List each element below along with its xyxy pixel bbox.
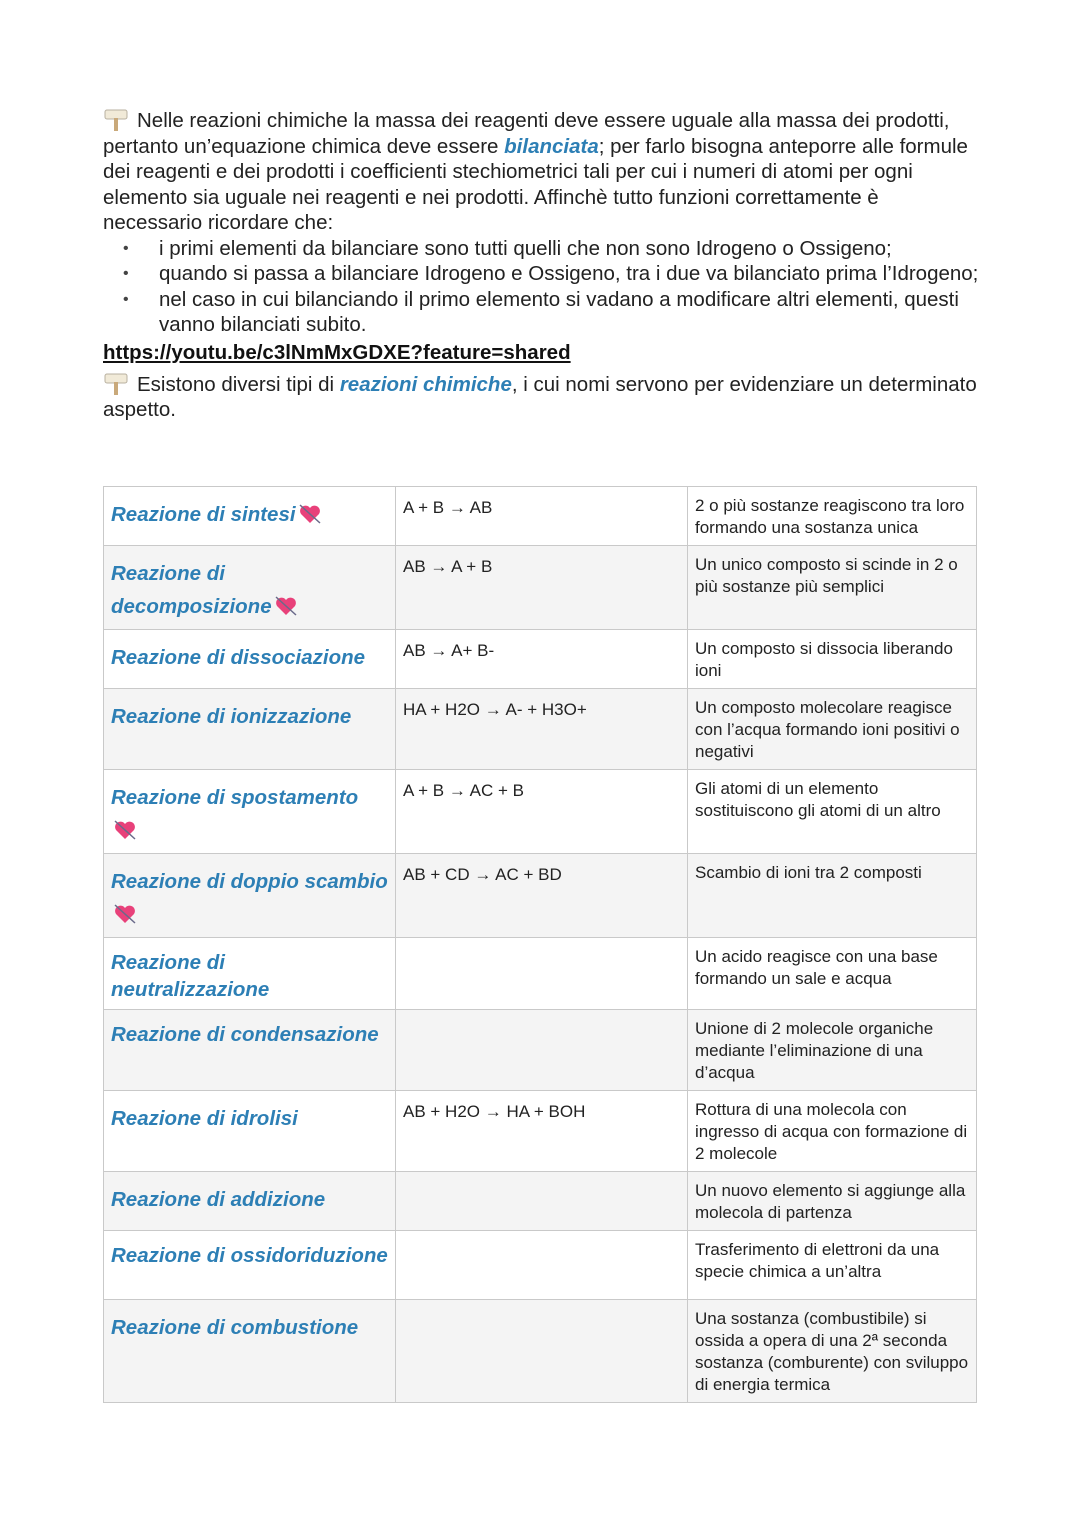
table-row <box>104 1231 977 1300</box>
bullet-icon: • <box>123 290 129 308</box>
reaction-description: Rottura di una molecola con ingresso di acqua con formazione di 2 molecole <box>688 1091 977 1172</box>
table-row <box>104 630 977 689</box>
reaction-equation: AB + H2O → HA + BOH <box>396 1091 688 1172</box>
list-item-text: nel caso in cui bilanciando il primo elemento si vadano a modificare altri elementi, questi vanno bilanciati subito. <box>159 287 959 336</box>
reaction-description: Un composto si dissocia liberando ioni <box>688 630 977 689</box>
reaction-name-cell <box>104 487 396 546</box>
pushpin-icon <box>103 372 129 396</box>
intro-section <box>103 108 983 423</box>
reaction-name: Reazione di doppio scambio <box>111 870 388 893</box>
reaction-description: 2 o più sostanze reagiscono tra loro formando una sostanza unica <box>688 487 977 546</box>
reaction-name-cell <box>104 770 396 854</box>
reaction-name: Reazione di spostamento <box>111 786 359 809</box>
table-row <box>104 1091 977 1172</box>
heart-arrow-icon <box>113 903 137 925</box>
reaction-name: Reazione di combustione <box>104 1300 396 1403</box>
table-row <box>104 1172 977 1231</box>
reaction-description: Una sostanza (combustibile) si ossida a opera di una 2ª seconda sostanza (comburente) con sviluppo di energia termica <box>688 1300 977 1403</box>
pushpin-icon <box>103 108 129 132</box>
reaction-description: Gli atomi di un elemento sostituiscono gli atomi di un altro <box>688 770 977 854</box>
reaction-description: Un acido reagisce con una base formando un sale e acqua <box>688 938 977 1010</box>
reaction-description: Un composto molecolare reagisce con l’acqua formando ioni positivi o negativi <box>688 689 977 770</box>
reaction-name: Reazione di ionizzazione <box>104 689 396 770</box>
reaction-description: Unione di 2 molecole organiche mediante l’eliminazione di una d’acqua <box>688 1010 977 1091</box>
paragraph-text: ; per farlo bisogna anteporre alle formule dei reagenti e dei prodotti i coefficienti stechiometrici tali per cui i numeri di atomi per ogni elemento sia uguale nei reagenti e nei prodotti. Affinchè tutto funzioni correttamente è necessario ricordare che: <box>103 134 968 234</box>
reaction-equation <box>396 1231 688 1300</box>
balancing-paragraph <box>103 108 983 236</box>
list-item-text: i primi elementi da bilanciare sono tutti quelli che non sono Idrogeno o Ossigeno; <box>159 236 892 260</box>
reaction-name: Reazione di dissociazione <box>104 630 396 689</box>
list-item <box>103 236 983 262</box>
heart-arrow-icon <box>298 503 322 525</box>
reaction-equation: A + B → AB <box>396 487 688 546</box>
heart-arrow-icon <box>274 595 298 617</box>
reaction-equation <box>396 1172 688 1231</box>
reaction-name: Reazione di ossidoriduzione <box>104 1231 396 1300</box>
reaction-description: Un nuovo elemento si aggiunge alla molecola di partenza <box>688 1172 977 1231</box>
reaction-equation: AB + CD → AC + BD <box>396 854 688 938</box>
rules-list <box>103 236 983 338</box>
heart-arrow-icon <box>113 819 137 841</box>
paragraph-text: , i cui nomi servono per evidenziare un determinato aspetto. <box>103 372 977 421</box>
list-item <box>103 261 983 287</box>
reaction-equation <box>396 1300 688 1403</box>
table-row <box>104 938 977 1010</box>
reaction-name: Reazione di sintesi <box>111 503 296 526</box>
bullet-icon: • <box>123 239 129 257</box>
table-row <box>104 546 977 630</box>
reaction-equation: HA + H2O → A- + H3O+ <box>396 689 688 770</box>
highlight-bilanciata: bilanciata <box>504 134 599 158</box>
reaction-name-cell <box>104 854 396 938</box>
reaction-equation: AB → A+ B- <box>396 630 688 689</box>
table-row <box>104 1300 977 1403</box>
list-item-text: quando si passa a bilanciare Idrogeno e Ossigeno, tra i due va bilanciato prima l’Idrogeno; <box>159 262 979 285</box>
reaction-types-paragraph <box>103 372 983 423</box>
reaction-equation <box>396 938 688 1010</box>
paragraph-text: Esistono diversi tipi di <box>137 372 340 396</box>
reaction-name-cell <box>104 546 396 630</box>
reaction-description: Un unico composto si scinde in 2 o più sostanze più semplici <box>688 546 977 630</box>
reaction-name: Reazione di addizione <box>104 1172 396 1231</box>
table-row <box>104 689 977 770</box>
table-row <box>104 854 977 938</box>
reaction-name: Reazione di decomposizione <box>111 562 272 618</box>
reaction-name: Reazione di idrolisi <box>104 1091 396 1172</box>
table-row <box>104 487 977 546</box>
reaction-description: Scambio di ioni tra 2 composti <box>688 854 977 938</box>
reaction-equation <box>396 1010 688 1091</box>
reaction-equation: A + B → AC + B <box>396 770 688 854</box>
list-item <box>103 287 983 338</box>
reactions-table <box>103 486 977 1403</box>
paragraph-text: Nelle reazioni chimiche la massa dei reagenti deve essere uguale alla massa dei prodotti, pertanto un’equazione chimica deve essere <box>103 109 950 158</box>
bullet-icon: • <box>123 265 129 282</box>
table-row <box>104 770 977 854</box>
reaction-description: Trasferimento di elettroni da una specie chimica a un’altra <box>688 1231 977 1300</box>
reaction-name: Reazione di condensazione <box>104 1010 396 1091</box>
reaction-equation: AB → A + B <box>396 546 688 630</box>
highlight-reazioni-chimiche: reazioni chimiche <box>339 372 512 396</box>
table-row <box>104 1010 977 1091</box>
video-link[interactable]: https://youtu.be/c3lNmMxGDXE?feature=shared <box>103 340 571 364</box>
reaction-name: Reazione di neutralizzazione <box>104 938 396 1010</box>
